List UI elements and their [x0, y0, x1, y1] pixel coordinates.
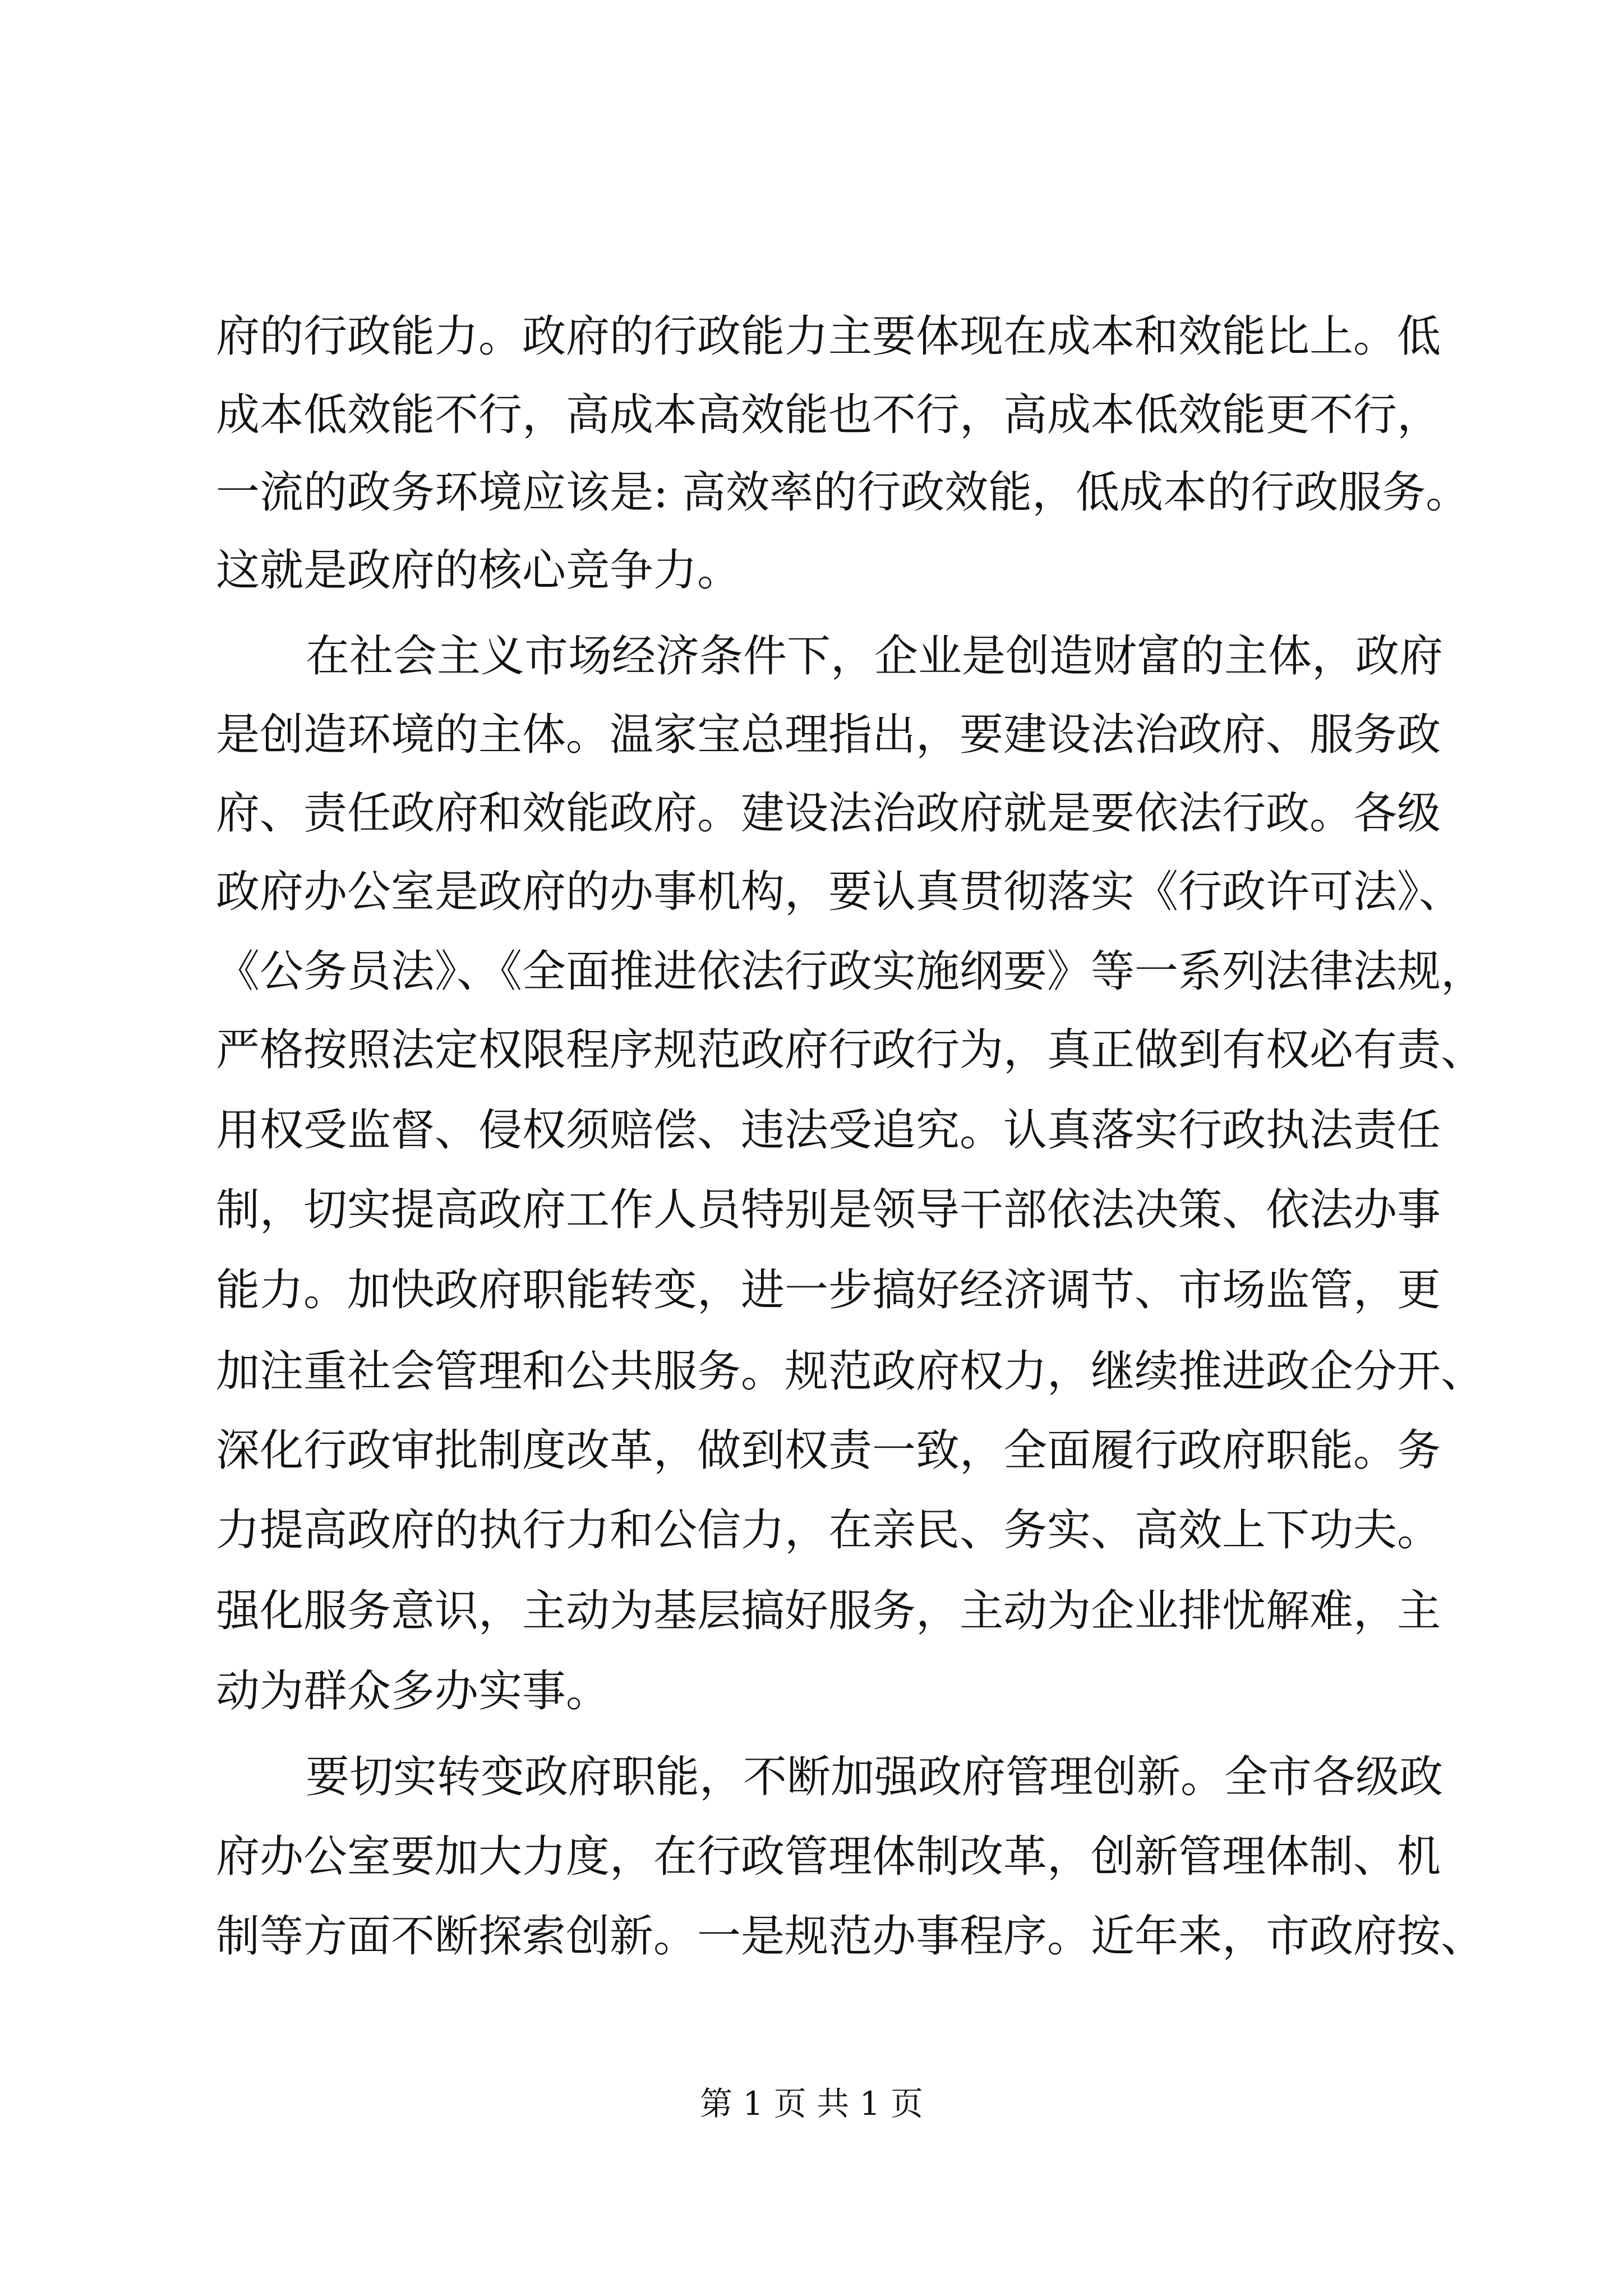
- body-text-line: 能力。加快政府职能转变，进一步搞好经济调节、市场监管，更: [216, 1265, 1441, 1315]
- body-text-line: 府的行政能力。政府的行政能力主要体现在成本和效能比上。低: [216, 311, 1441, 362]
- body-text-line: 制等方面不断探索创新。一是规范办事程序。近年来，市政府按、: [216, 1911, 1485, 1962]
- body-text-line: 强化服务意识，主动为基层搞好服务，主动为企业排忧解难，主: [216, 1586, 1441, 1636]
- page-number-footer: 第 1 页 共 1 页: [700, 2085, 923, 2123]
- paragraph-first-line: 在社会主义市场经济条件下，企业是创造财富的主体，政府: [306, 631, 1444, 682]
- body-text-line: 府、责任政府和效能政府。建设法治政府就是要依法行政。各级: [216, 788, 1441, 839]
- body-text-line: 力提高政府的执行力和公信力，在亲民、务实、高效上下功夫。: [216, 1505, 1441, 1556]
- body-text-line: 制，切实提高政府工作人员特别是领导干部依法决策、依法办事: [216, 1185, 1441, 1235]
- paragraph-first-line: 要切实转变政府职能，不断加强政府管理创新。全市各级政: [306, 1752, 1444, 1802]
- body-text-line: 严格按照法定权限程序规范政府行政行为，真正做到有权必有责、: [216, 1025, 1485, 1075]
- body-text-line: 用权受监督、侵权须赔偿、违法受追究。认真落实行政执法责任: [216, 1105, 1441, 1156]
- body-text-line: 一流的政务环境应该是: 高效率的行政效能，低成本的行政服务。: [216, 467, 1470, 518]
- body-text-line: 成本低效能不行，高成本高效能也不行，高成本低效能更不行，: [216, 390, 1441, 440]
- body-text-line: 动为群众多办实事。: [216, 1666, 610, 1717]
- body-text-line: 加注重社会管理和公共服务。规范政府权力，继续推进政企分开、: [216, 1346, 1485, 1397]
- body-text-line: 是创造环境的主体。温家宝总理指出，要建设法治政府、服务政: [216, 710, 1441, 760]
- body-text-line: 深化行政审批制度改革，做到权责一致，全面履行政府职能。务: [216, 1425, 1441, 1476]
- body-text-line: 府办公室要加大力度，在行政管理体制改革，创新管理体制、机: [216, 1832, 1441, 1882]
- body-text-line: 这就是政府的核心竞争力。: [216, 545, 741, 596]
- body-text-line: 政府办公室是政府的办事机构，要认真贯彻落实《行政许可法》、: [216, 867, 1463, 917]
- body-text-line: 《公务员法》、《全面推进依法行政实施纲要》等一系列法律法规，: [216, 946, 1485, 997]
